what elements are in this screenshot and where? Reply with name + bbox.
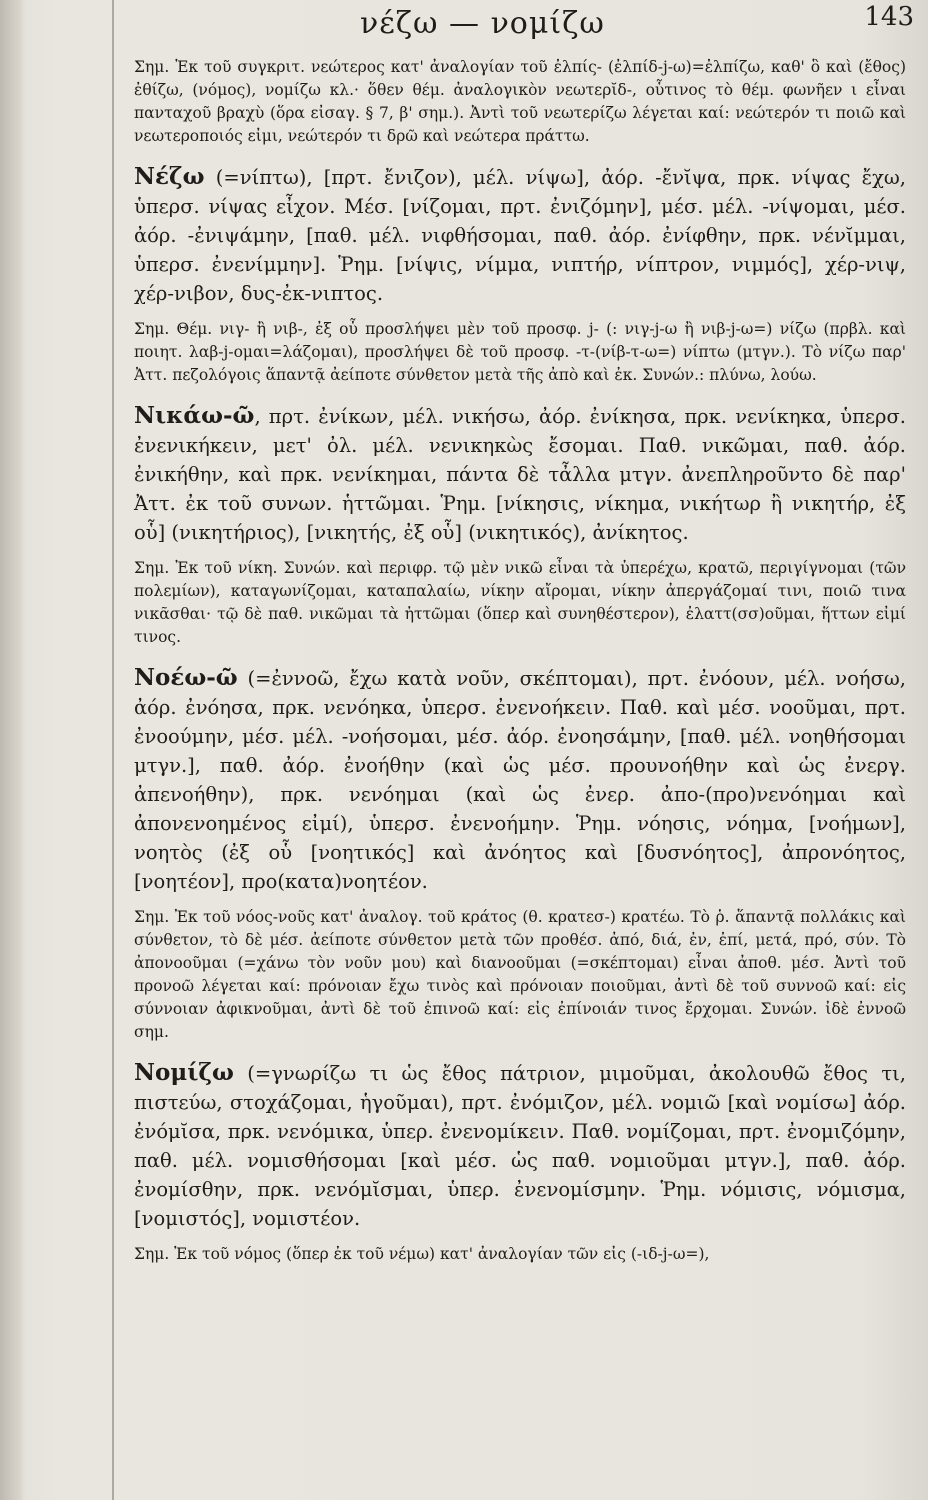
note-neoterizo	[134, 56, 906, 148]
entry-nikao	[134, 401, 906, 547]
entry-nizo	[134, 162, 906, 308]
note-nikao	[134, 557, 906, 649]
note-text: Σημ. Ἐκ τοῦ νόος-νοῦς κατ' ἀναλογ. τοῦ κράτος (θ. κρατεσ-) κρατέω. Τὸ ῥ. ἅπαντᾷ πολλάκις καὶ σύνθετον, τὸ δὲ μέσ. ἀείποτε σύνθετον μετὰ τῶν προθέσ. ἀπό, διά, ἐν, ἐπί, μετά, πρό, σύν. Τὸ ἀπονοοῦμαι (=χάνω τὸν νοῦν μου) καὶ διανοοῦμαι (=σκέπτομαι) εἶναι ἀποθ. μέσ. Ἀντὶ τοῦ προνοῶ λέγεται καί: πρόνοιαν ἔχω τινὸς καὶ πρόνοιαν ποιοῦμαι, ἀντὶ δὲ τοῦ συννοῶ καί: εἰς σύννοιαν ἀφικνοῦμαι, ἀντὶ δὲ τοῦ ἐπινοῶ καί: εἰς ἐπίνοιάν τινος ἔρχομαι. Συνών. ἰδὲ ἐννοῶ σημ.	[134, 908, 906, 1041]
note-text: Σημ. Ἐκ τοῦ συγκριτ. νεώτερος κατ' ἀναλογίαν τοῦ ἐλπίς- (ἐλπίδ-j-ω)=ἐλπίζω, καθ' ὃ καὶ (ἔθος) ἐθίζω, (νόμος), νομίζω κλ.· ὅθεν θέμ. ἀναλογικὸν νεωτερῐδ-, οὗτινος τὸ θέμ. φωνῆεν ι εἶναι πανταχοῦ βραχὺ (ὅρα εἰσαγ. § 7, β' σημ.). Ἀντὶ τοῦ νεωτερίζω λέγεται καί: νεώτερόν τι ποιῶ καὶ νεωτεροποιός εἰμι, νεώτερόν τι δρῶ καὶ νεώτερα πράττω.	[134, 58, 906, 145]
note-text: Σημ. Θέμ. νιγ- ἢ νιβ-, ἐξ οὗ προσλήψει μὲν τοῦ προσφ. j- (: νιγ-j-ω ἢ νιβ-j-ω=) νίζω (πρβλ. καὶ ποιητ. λαβ-j-ομαι=λάζομαι), προσλήψει δὲ τοῦ προσφ. -τ-(νίβ-τ-ω=) νίπτω (μτγν.). Τὸ νίζω παρ' Ἀττ. πεζολόγοις ἅπαντᾷ ἀείποτε σύνθετον μετὰ τῆς ἀπὸ καὶ ἐκ. Συνών.: πλύνω, λούω.	[134, 320, 906, 384]
entry-noeo	[134, 663, 906, 896]
note-nizo	[134, 318, 906, 387]
note-text: Σημ. Ἐκ τοῦ νίκη. Συνών. καὶ περιφρ. τῷ μὲν νικῶ εἶναι τὰ ὑπερέχω, κρατῶ, περιγίγνομαι (τῶν πολεμίων), καταγωνίζομαι, καταπαλαίω, νίκην αἴρομαι, νίκην ἀπεργάζομαί τινι, ποιῶ τινα νικᾶσθαι· τῷ δὲ παθ. νικῶμαι τὰ ἡττῶμαι (ὅπερ καὶ συνηθέστερον), ἐλαττ(σσ)οῦμαι, ἥττων εἰμί τινος.	[134, 559, 906, 646]
entry-nomizo	[134, 1058, 906, 1233]
entry-text: (=γνωρίζω τι ὡς ἔθος πάτριον, μιμοῦμαι, ἀκολουθῶ ἔθος τι, πιστεύω, στοχάζομαι, ἡγοῦμαι), πρτ. ἐνόμιζον, μέλ. νομιῶ [καὶ νομίσω] ἀόρ. ἐνόμῐσα, πρκ. νενόμικα, ὑπερ. ἐνενομίκειν. Παθ. νομίζομαι, πρτ. ἐνομιζόμην, παθ. μέλ. νομισθήσομαι [καὶ μέσ. ὡς παθ. νομιοῦμαι μτγν.], παθ. ἀόρ. ἐνομίσθην, πρκ. νενόμῐσμαι, ὑπερ. ἐνενομίσμην. Ῥημ. νόμισις, νόμισμα, [νομιστός], νομιστέον.	[134, 1062, 906, 1230]
entry-text: (=νίπτω), [πρτ. ἔνιζον), μέλ. νίψω], ἀόρ. -ἔνῐψα, πρκ. νίψας ἔχω, ὑπερσ. νίψας εἶχον. Μέσ. [νίζομαι, πρτ. ἐνιζόμην], μέσ. μέλ. -νίψομαι, μέσ. ἀόρ. -ἐνιψάμην, [παθ. μέλ. νιφθήσομαι, παθ. ἀόρ. ἐνίφθην, πρκ. νένῐμμαι, ὑπερσ. ἐνενίμμην]. Ῥημ. [νίψις, νίμμα, νιπτήρ, νίπτρον, νιμμός], χέρ-νιψ, χέρ-νιβον, δυς-ἐκ-νιπτος.	[134, 166, 906, 305]
column-rule	[112, 0, 114, 1500]
note-nomizo	[134, 1243, 906, 1266]
page-number: 143	[864, 2, 914, 32]
page-gutter	[0, 0, 22, 1500]
entry-text: , πρτ. ἐνίκων, μέλ. νικήσω, ἀόρ. ἐνίκησα, πρκ. νενίκηκα, ὑπερσ. ἐνενικήκειν, μετ' ὀλ. μέλ. νενικηκὼς ἔσομαι. Παθ. νικῶμαι, παθ. ἀόρ. ἐνικήθην, καὶ πρκ. νενίκημαι, πάντα δὲ τἆλλα μτγν. ἀνεπληροῦντο δὲ παρ' Ἀττ. ἐκ τοῦ συνων. ἡττῶμαι. Ῥημ. [νίκησις, νίκημα, νικήτωρ ἢ νικητήρ, ἐξ οὗ] (νικητήριος), [νικητής, ἐξ οὗ] (νικητικός), ἀνίκητος.	[134, 405, 906, 544]
headword: Νέζω	[134, 163, 205, 190]
entry-text: (=ἐννοῶ, ἔχω κατὰ νοῦν, σκέπτομαι), πρτ. ἐνόουν, μέλ. νοήσω, ἀόρ. ἐνόησα, πρκ. νενόηκα, ὑπερσ. ἐνενοήκειν. Παθ. καὶ μέσ. νοοῦμαι, πρτ. ἐνοούμην, μέσ. μέλ. -νοήσομαι, μέσ. ἀόρ. ἐνοησάμην, [παθ. μέλ. νοηθήσομαι μτγν.], παθ. ἀόρ. ἐνοήθην (καὶ ὡς μέσ. προυνοήθην καὶ ὡς ἐνεργ. ἀπενοήθην), πρκ. νενόημαι (καὶ ὡς ἐνερ. ἀπο-(προ)νενόημαι καὶ ἀπονενοημένος εἰμί), ὑπερσ. ἐνενοήμην. Ῥημ. νόησις, νόημα, [νοήμων], νοητὸς (ἐξ οὗ [νοητικός] καὶ ἀνόητος καὶ [δυσνόητος], ἀπρονόητος, [νοητέον], προ(κατα)νοητέον.	[134, 667, 906, 893]
headword: Νικάω-ῶ	[134, 402, 255, 429]
page-body	[134, 56, 906, 1280]
note-noeo	[134, 906, 906, 1044]
headword: Νοέω-ῶ	[134, 664, 238, 691]
note-text: Σημ. Ἐκ τοῦ νόμος (ὅπερ ἐκ τοῦ νέμω) κατ' ἀναλογίαν τῶν εἰς (-ιδ-j-ω=),	[134, 1245, 710, 1263]
headword: Νομίζω	[134, 1059, 234, 1086]
running-head: νέζω — νομίζω	[360, 6, 605, 41]
